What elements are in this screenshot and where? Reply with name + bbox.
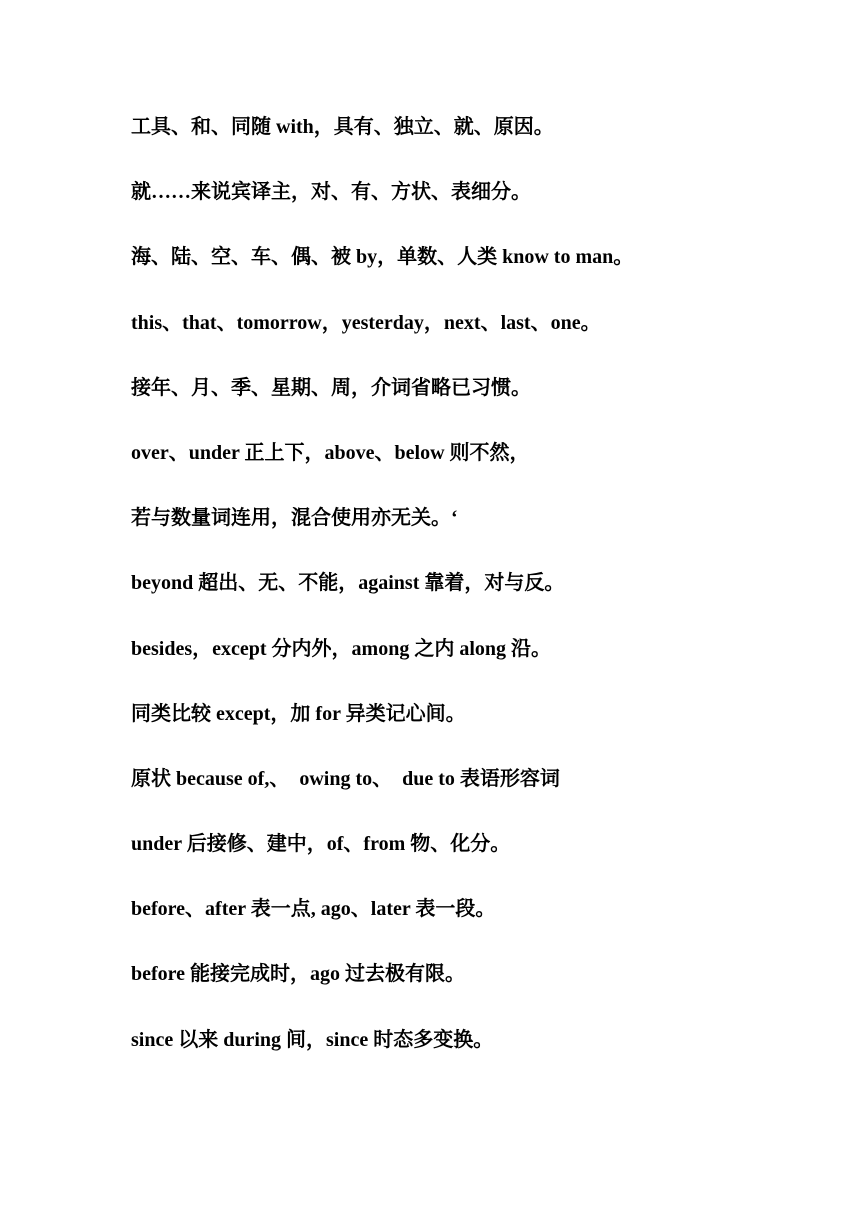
text-line: this、that、tomorrow，yesterday，next、last、one。 [131,311,601,334]
text-line: 原状 because of,、 owing to、 due to 表语形容词 [131,767,560,790]
text-line: over、under 正上下，above、below 则不然， [131,441,530,464]
text-line: before、after 表一点, ago、later 表一段。 [131,898,496,921]
text-line: under 后接修、建中，of、from 物、化分。 [131,833,511,856]
text-line: since 以来 during 间，since 时态多变换。 [131,1028,494,1051]
text-lines [131,112,831,1090]
text-line: beyond 超出、无、不能，against 靠着，对与反。 [131,572,565,595]
text-line: before 能接完成时，ago 过去极有限。 [131,963,466,986]
text-line: 就……来说宾译主，对、有、方状、表细分。 [131,181,531,204]
text-line: 工具、和、同随 with，具有、独立、就、原因。 [131,116,554,138]
text-line: 同类比较 except，加 for 异类记心间。 [131,702,466,725]
text-line: 若与数量词连用，混合使用亦无关。‘ [131,507,458,530]
text-line: besides，except 分内外，among 之内 along 沿。 [131,637,551,660]
text-line: 海、陆、空、车、偶、被 by，单数、人类 know to man。 [131,246,634,269]
text-line: 接年、月、季、星期、周，介词省略已习惯。 [131,376,531,399]
